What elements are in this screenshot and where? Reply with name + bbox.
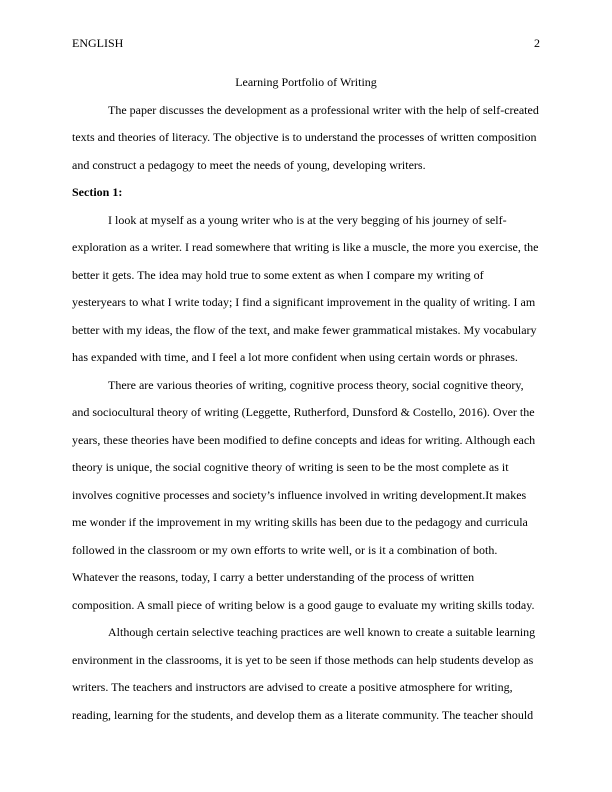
text-line: writers. The teachers and instructors are advised to create a positive atmosphere for writing, [72,680,513,694]
text-line: Whatever the reasons, today, I carry a better understanding of the process of written [72,570,475,584]
text-line: yesteryears to what I write today; I find a significant improvement in the quality of writing. I am [72,295,536,309]
text-line: has expanded with time, and I feel a lot more confident when using certain words or phrases. [72,350,518,364]
text-line: and construct a pedagogy to meet the needs of young, developing writers. [72,157,426,172]
running-head: ENGLISH [72,36,124,50]
text-line: environment in the classrooms, it is yet to be seen if those methods can help students develop as [72,652,534,667]
intro-paragraph [72,97,540,180]
text-line: composition. A small piece of writing below is a good gauge to evaluate my writing skills today. [72,597,535,612]
text-line: exploration as a writer. I read somewhere that writing is like a muscle, the more you exercise, the [72,240,539,254]
text-line: followed in the classroom or my own efforts to write well, or is it a combination of both. [72,542,498,557]
text-line: reading, learning for the students, and develop them as a literate community. The teacher should [72,707,534,722]
text-line: better it gets. The idea may hold true to some extent as when I compare my writing of [72,267,484,282]
text-line: me wonder if the improvement in my writing skills has been due to the pedagogy and curricula [72,515,528,529]
document-title: Learning Portfolio of Writing [235,75,377,89]
text-line: Although certain selective teaching practices are well known to create a suitable learning [108,625,536,639]
section-heading: Section 1: [72,185,123,199]
text-line: texts and theories of literacy. The objective is to understand the processes of written composition [72,130,537,144]
text-line: and sociocultural theory of writing (Leggette, Rutherford, Dunsford & Costello, 2016). Over the [72,405,535,419]
text-line: I look at myself as a young writer who is at the very begging of his journey of self- [108,212,507,227]
text-line: years, these theories have been modified to define concepts and ideas for writing. Although each [72,432,536,447]
page-number: 2 [534,36,540,50]
document-body [72,69,540,729]
paragraph-3 [72,619,540,729]
text-line: better with my ideas, the flow of the text, and make fewer grammatical mistakes. My vocabulary [72,322,537,337]
text-line: theory is unique, the social cognitive theory of writing is seen to be the most complete as it [72,460,509,474]
text-line: There are various theories of writing, cognitive process theory, social cognitive theory, [108,377,524,392]
text-line: The paper discusses the development as a professional writer with the help of self-created [108,102,539,117]
paragraph-2 [72,372,540,620]
paragraph-1 [72,207,540,372]
text-line: involves cognitive processes and society’s influence involved in writing development.It makes [72,487,527,502]
